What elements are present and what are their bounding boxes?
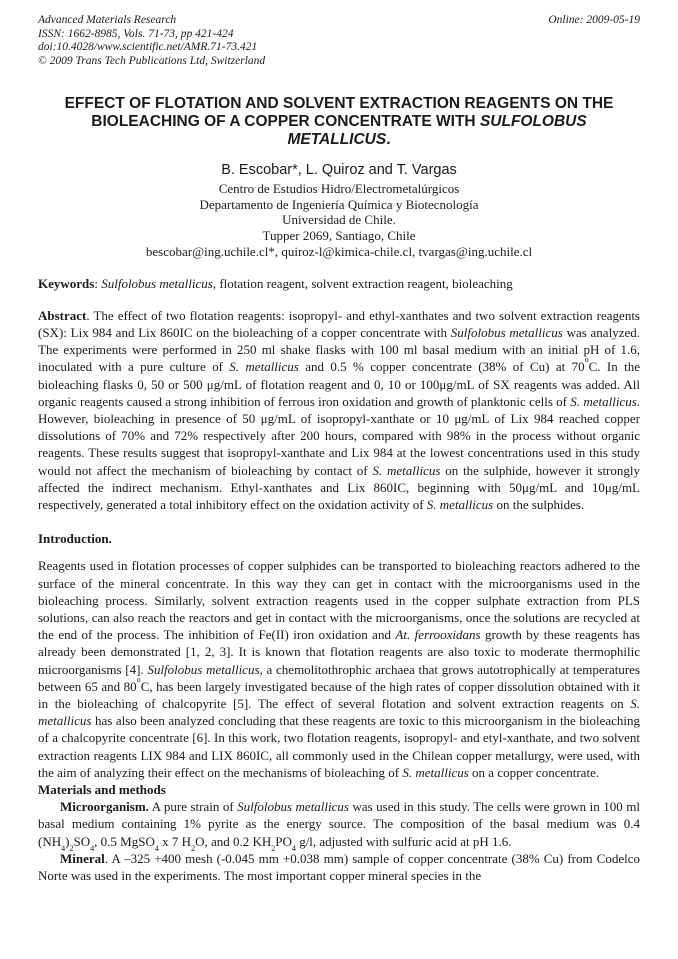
doi-line: doi:10.4028/www.scientific.net/AMR.71-73.421 <box>38 41 258 53</box>
affiliation-block <box>38 181 640 260</box>
issn-line: ISSN: 1662-8985, Vols. 71-73, pp 421-424 <box>38 27 234 40</box>
journal-header <box>38 14 640 68</box>
journal-name: Advanced Materials Research <box>38 14 177 26</box>
keywords-paragraph: Keywords: Sulfolobus metallicus, flotation reagent, solvent extraction reagent, bioleaching <box>38 275 513 291</box>
authors-line: B. Escobar*, L. Quiroz and T. Vargas <box>221 162 457 178</box>
paper-title: EFFECT OF FLOTATION AND SOLVENT EXTRACTION REAGENTS ON THE BIOLEACHING OF A COPPER CONCENTRATE WITH SULFOLOBUS METALLICUS. <box>64 95 614 148</box>
affiliation-line: Tupper 2069, Santiago, Chile <box>262 228 416 244</box>
mineral-paragraph: Mineral. A –325 +400 mesh (-0.045 mm +0.038 mm) sample of copper concentrate (38% Cu) from Codelco Norte was used in the experiments. The most important copper mineral species in the <box>38 850 640 884</box>
online-date: Online: 2009-05-19 <box>548 14 640 26</box>
section-heading-introduction: Introduction. <box>38 531 112 547</box>
abstract-paragraph: Abstract. The effect of two flotation reagents: isopropyl- and ethyl-xanthates and two solvent extraction reagents (SX): Lix 984 and Lix 860IC on the bioleaching of a copper concentrate with Sulfolobus metallicus was analyzed. The experiments were performed in 250 ml shake flasks with 100 ml basal medium with an initial pH of 1.6, inoculated with a pure culture of S. metallicus and 0.5 % copper concentrate (38% of Cu) at 70$^o$C. In the bioleaching flasks 0, 50 or 500 μg/mL of flotation reagent and 0, 10 or 100μg/mL of SX reagents was added. All organic reagents caused a strong inhibition of ferrous iron oxidation and growth of planktonic cells of S. metallicus. However, bioleaching in presence of 50 μg/mL of isopropyl-xanthate or 10 μg/mL of Lix 984 reached copper dissolutions of 70% and 72% respectively after 200 hours, compared with 98% in the process without organic reagents. These results suggest that isopropyl-xanthate and Lix 984 at the lowest concentrations used in this study would not affect the mechanism of bioleaching by contact of S. metallicus on the sulphide, however it strongly affected the indirect mechanism. Ethyl-xanthates and Lix 860IC, beginning with 50μg/mL and 10μg/mL respectively, generated a total inhibitory effect on the oxidation activity of S. metallicus on the sulphides. <box>38 307 641 512</box>
affiliation-line: Universidad de Chile. <box>282 212 396 228</box>
affiliation-line: Departamento de Ingeniería Química y Biotecnología <box>199 196 479 212</box>
affiliation-line: Centro de Estudios Hidro/Electrometalúrgicos <box>218 181 460 196</box>
microorganism-paragraph: Microorganism. A pure strain of Sulfolobus metallicus was used in this study. The cells were grown in 100 ml basal medium containing 1% pyrite as the energy source. The composition of the basal medium was 0.4 $(NH_4)_2SO_4$, 0.5 MgSO$_4$ x 7 $H_2O$, and 0.2 $KH_2PO_4$ g/l, adjusted with sulfuric acid at pH 1.6. <box>38 799 640 853</box>
copyright-line: © 2009 Trans Tech Publications Ltd, Switzerland <box>38 54 266 67</box>
introduction-paragraph: Reagents used in flotation processes of copper sulphides can be transported to bioleaching reactors adhered to the surface of the mineral concentrate. In this way they can get in contact with the microorganisms used in the bioleaching process. Similarly, solvent extraction reagents used in the copper sulphate extraction from PLS solutions, can also reach the reactors and get in contact with the microorganisms, once the solutions are recycled at the end of the process. The inhibition of Fe(II) iron oxidation and At. ferrooxidans growth by these reagents has already been demonstrated [1, 2, 3]. It is known that flotation reagents are also toxic to moderate thermophilic microorganisms [4]. Sulfolobus metallicus, a chemolitothrophic archaea that grows autotrophically at temperatures between 65 and 80$^o$C, has been largely investigated because of the high rates of copper dissolution obtained with it in the bioleaching of chalcopyrite [5]. The effect of several flotation and solvent extraction reagents on S. metallicus has also been analyzed concluding that these reagents are toxic to this microorganism in the bioleaching of a chalcopyrite concentrate [6]. In this work, two flotation reagents, isopropyl- and etyl-xanthate, and two solvent extraction reagents LIX 984 and LIX 860IC, all commonly used in the Chilean copper metallurgy, were used, with the aim of analyzing their effect on the mechanisms of bioleaching of S. metallicus on a copper concentrate. <box>38 558 640 780</box>
section-heading-materials-methods: Materials and methods <box>38 782 166 797</box>
author-emails: bescobar@ing.uchile.cl*, quiroz-l@kimica-chile.cl, tvargas@ing.uchile.cl <box>145 243 533 259</box>
